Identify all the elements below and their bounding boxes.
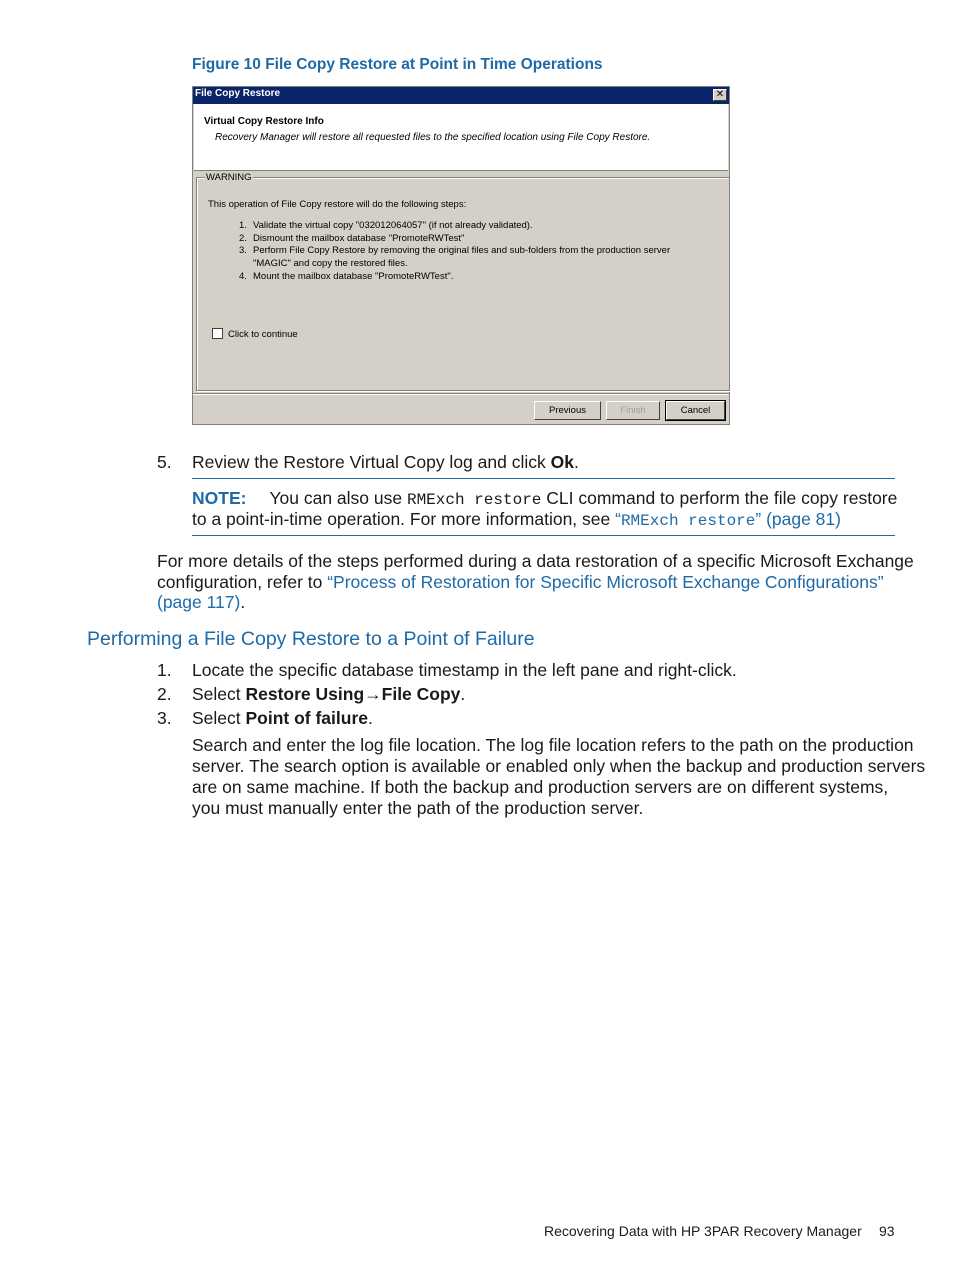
para-line-2: configuration, refer to “Process of Restoration for Specific Microsoft Exchange Configurations” xyxy=(157,572,884,592)
info-panel xyxy=(194,104,728,171)
click-to-continue-checkbox[interactable] xyxy=(212,328,223,339)
button-bar xyxy=(193,393,729,425)
warning-step: 2. Dismount the mailbox database "PromoteRWTest" xyxy=(239,232,465,244)
cancel-button[interactable]: Cancel xyxy=(666,401,725,420)
warning-step: 4. Mount the mailbox database "PromoteRWTest". xyxy=(239,270,454,282)
note-bottom-rule xyxy=(192,535,895,536)
list-item-3-text: Select Point of failure. xyxy=(192,708,373,728)
restoration-configurations-link[interactable]: “Process of Restoration for Specific Microsoft Exchange Configurations” xyxy=(327,572,884,592)
point-of-failure-label: Point of failure xyxy=(245,708,368,728)
ok-label: Ok xyxy=(550,452,574,472)
file-copy-restore-dialog xyxy=(192,86,730,425)
dialog-title: File Copy Restore xyxy=(195,88,281,99)
warning-step: 3. Perform File Copy Restore by removing the original files and sub-folders from the production server xyxy=(239,245,671,257)
step-5-number: 5. xyxy=(157,452,172,472)
warning-groupbox xyxy=(196,172,730,391)
para-line-1: For more details of the steps performed during a data restoration of a specific Microsoft Exchange xyxy=(157,551,914,571)
warning-label: WARNING xyxy=(206,172,252,183)
figure-caption: Figure 10 File Copy Restore at Point in Time Operations xyxy=(192,56,603,73)
list-item-1-text: Locate the specific database timestamp in the left pane and right-click. xyxy=(192,660,737,680)
previous-button[interactable]: Previous xyxy=(534,401,601,420)
info-heading: Virtual Copy Restore Info xyxy=(204,116,324,127)
list-item-2-text: Select Restore Using→File Copy. xyxy=(192,684,466,704)
dialog-titlebar xyxy=(193,87,729,104)
arrow-icon: → xyxy=(364,684,382,704)
para-line-3: (page 117). xyxy=(157,592,246,612)
note-label: NOTE: xyxy=(192,488,247,508)
note-line-1: NOTE: You can also use RMExch restore CLI command to perform the file copy restore xyxy=(192,488,898,509)
footer-title: Recovering Data with HP 3PAR Recovery Manager xyxy=(544,1223,862,1239)
section-para-line: server. The search option is available or enabled only when the backup and production servers xyxy=(192,756,926,776)
page-number: 93 xyxy=(879,1223,895,1239)
list-item-1-number: 1. xyxy=(157,660,172,680)
info-description: Recovery Manager will restore all requested files to the specified location using File Copy Restore. xyxy=(215,132,651,143)
list-item-2-number: 2. xyxy=(157,684,172,704)
close-icon[interactable]: ✕ xyxy=(713,89,727,101)
restore-using-label: Restore Using xyxy=(245,684,365,704)
section-heading: Performing a File Copy Restore to a Point of Failure xyxy=(87,628,535,650)
section-para-line: are on same machine. If both the backup and production servers are on different systems, xyxy=(192,777,889,797)
note-line-2: to a point-in-time operation. For more information, see “RMExch restore” (page 81) xyxy=(192,509,841,530)
page-117-link[interactable]: (page 117) xyxy=(157,592,241,612)
warning-step-continuation: "MAGIC" and copy the restored files. xyxy=(253,258,408,270)
step-5-text: Review the Restore Virtual Copy log and click Ok. xyxy=(192,452,579,472)
file-copy-label: File Copy xyxy=(381,684,461,704)
warning-steps xyxy=(239,220,670,284)
note-code: RMExch restore xyxy=(406,491,542,509)
click-to-continue-row[interactable] xyxy=(212,328,298,340)
section-para-line: Search and enter the log file location. The log file location refers to the path on the production xyxy=(192,735,914,755)
rmexch-restore-link[interactable]: “RMExch restore” (page 81) xyxy=(615,509,841,530)
list-item-3-number: 3. xyxy=(157,708,172,728)
warning-intro: This operation of File Copy restore will do the following steps: xyxy=(208,199,467,210)
note-top-rule xyxy=(192,478,895,479)
finish-button[interactable]: Finish xyxy=(606,401,660,420)
checkbox-label: Click to continue xyxy=(228,329,298,340)
warning-step: 1. Validate the virtual copy "032012064057" (if not already validated). xyxy=(239,220,533,231)
section-para-line: you must manually enter the path of the production server. xyxy=(192,798,644,818)
